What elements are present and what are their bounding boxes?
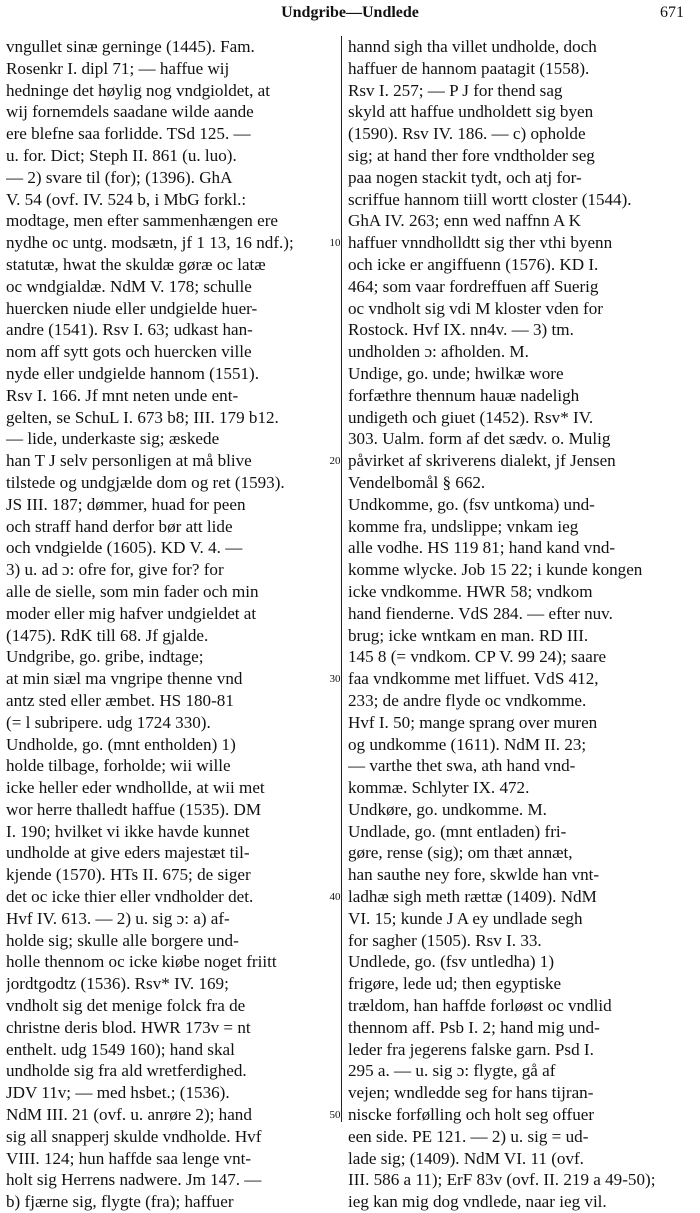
text-line: nydhe oc untg. modsætn, jf 1 13, 16 ndf.); <box>6 233 294 253</box>
text-line: een side. PE 121. — 2) u. sig = ud- <box>348 1126 589 1146</box>
text-line: 233; de andre flyde oc vndkomme. <box>348 690 587 710</box>
text-line: holle thennom oc icke kiøbe noget friitt <box>6 952 277 972</box>
text-line: hedninge det høylig nog vndgioldet, at <box>6 80 270 100</box>
text-line: nom aff sytt gots och huercken ville <box>6 342 252 362</box>
text-line: och vndgielde (1605). KD V. 4. — <box>6 538 243 558</box>
text-line: kjende (1570). HTs II. 675; de siger <box>6 865 251 885</box>
text-line: og undkomme (1611). NdM II. 23; <box>348 734 587 754</box>
text-line: — varthe thet swa, ath hand vnd- <box>348 756 576 776</box>
text-line: (= l subripere. udg 1724 330). <box>6 712 211 732</box>
text-line: Undige, go. unde; hwilkæ wore <box>348 363 564 383</box>
text-line: VIII. 124; hun haffde saa lenge vnt- <box>6 1148 252 1168</box>
text-line: Undkomme, go. (fsv untkoma) und- <box>348 494 595 514</box>
text-line: antz sted eller æmbet. HS 180-81 <box>6 690 234 710</box>
left-column <box>6 36 332 1213</box>
text-line: leder fra jegerens falske garn. Psd I. <box>348 1039 594 1059</box>
text-line: hand fienderne. VdS 284. — efter nuv. <box>348 603 613 623</box>
text-line: ere blefne saa forlidde. TSd 125. — <box>6 124 251 144</box>
text-line: 464; som vaar fordreffuen aff Suerig <box>348 276 599 296</box>
text-line: paa nogen stackit tydt, och atj for- <box>348 167 582 187</box>
text-line: frigøre, lede ud; then egyptiske <box>348 974 562 994</box>
text-line: GhA IV. 263; enn wed naffnn A K <box>348 211 581 231</box>
text-line: han sauthe ney fore, skwlde han vnt- <box>348 865 600 885</box>
text-line: sig all snapperj skulde vndholde. Hvf <box>6 1126 262 1146</box>
text-line: b) fjærne sig, flygte (fra); haffuer <box>6 1192 234 1212</box>
text-line: kommæ. Schlyter IX. 472. <box>348 778 530 798</box>
text-line: moder eller mig hafver undgieldet at <box>6 603 257 623</box>
text-line: thennom aff. Psb I. 2; hand mig und- <box>348 1017 600 1037</box>
text-line: Undkøre, go. undkomme. M. <box>348 799 547 819</box>
text-line: 145 8 (= vndkom. CP V. 99 24); saare <box>348 647 607 667</box>
text-line: scriffue hannom tiill wortt closter (1544). <box>348 189 632 209</box>
text-line: alle vodhe. HS 119 81; hand kand vnd- <box>348 538 616 558</box>
text-line: Undlade, go. (mnt entladen) fri- <box>348 821 567 841</box>
text-line: holde tilbage, forholde; wii wille <box>6 756 231 776</box>
line-number-marker: 40 <box>329 891 341 904</box>
text-line: Undgribe, go. gribe, indtage; <box>6 647 204 667</box>
text-line: wij fornemdels saadane wilde aande <box>6 102 254 122</box>
text-line: nyde eller undgielde hannom (1551). <box>6 363 260 383</box>
text-line: komme fra, undslippe; vnkam ieg <box>348 516 579 536</box>
right-column <box>348 36 685 1213</box>
text-line: gøre, rense (sig); om thæt annæt, <box>348 843 573 863</box>
text-line: ieg kan mig dog vndlede, naar ieg vil. <box>348 1192 607 1212</box>
text-line: (1475). RdK till 68. Jf gjalde. <box>6 625 209 645</box>
text-line: for sagher (1505). Rsv I. 33. <box>348 930 542 950</box>
text-line: 3) u. ad ɔ: ofre for, give for? for <box>6 560 224 580</box>
text-line: JDV 11v; — med hsbet.; (1536). <box>6 1083 230 1103</box>
text-line: holt sig Herrens nadwere. Jm 147. — <box>6 1170 262 1190</box>
text-line: lade sig; (1409). NdM VI. 11 (ovf. <box>348 1148 584 1168</box>
text-line: christne deris blod. HWR 173v = nt <box>6 1017 251 1037</box>
text-line: oc wndgialdæ. NdM V. 178; schulle <box>6 276 252 296</box>
text-line: brug; icke wntkam en man. RD III. <box>348 625 589 645</box>
text-line: 303. Ualm. form af det sædv. o. Mulig <box>348 429 611 449</box>
text-line: Vendelbomål § 662. <box>348 472 486 492</box>
text-line: Hvf I. 50; mange sprang over muren <box>348 712 598 732</box>
text-line: haffuer de hannom paatagit (1558). <box>348 58 590 78</box>
line-number-marker: 20 <box>329 455 341 468</box>
text-line: Rsv I. 257; — P J for thend sag <box>348 80 563 100</box>
text-line: undholde at give eders majestæt til- <box>6 843 250 863</box>
text-line: Undholde, go. (mnt entholden) 1) <box>6 734 236 754</box>
text-line: NdM III. 21 (ovf. u. anrøre 2); hand <box>6 1105 252 1125</box>
text-line: hannd sigh tha villet undholde, doch <box>348 37 597 56</box>
text-line: icke vndkomme. HWR 58; vndkom <box>348 581 593 601</box>
page-number: 671 <box>660 4 684 21</box>
text-line: tilstede og undgjælde dom og ret (1593). <box>6 472 285 492</box>
line-number-marker: 30 <box>329 673 341 686</box>
text-line: andre (1541). Rsv I. 63; udkast han- <box>6 320 253 340</box>
text-line: haffuer vnndholldtt sig ther vthi byenn <box>348 233 613 253</box>
text-line: undholden ɔ: afholden. M. <box>348 342 529 362</box>
text-line: alle de sielle, som min fader och min <box>6 581 259 601</box>
text-line: Undlede, go. (fsv untledha) 1) <box>348 952 555 972</box>
text-line: Hvf IV. 613. — 2) u. sig ɔ: a) af- <box>6 908 230 928</box>
text-line: ladhæ sigh meth rættæ (1409). NdM <box>348 887 597 907</box>
text-line: och straff hand derfor bør att lide <box>6 516 233 536</box>
text-line: jordtgodtz (1536). Rsv* IV. 169; <box>6 974 229 994</box>
text-line: undholde sig fra ald wretferdighed. <box>6 1061 247 1081</box>
text-line: u. for. Dict; Steph II. 861 (u. luo). <box>6 145 237 165</box>
text-line: JS III. 187; dømmer, huad for peen <box>6 494 246 514</box>
text-line: I. 190; hvilket vi ikke havde kunnet <box>6 821 250 841</box>
text-line: holde sig; skulle alle borgere und- <box>6 930 239 950</box>
text-line: vngullet sinæ gerninge (1445). Fam. <box>6 37 255 56</box>
text-line: icke heller eder wndhollde, at wii met <box>6 778 265 798</box>
text-line: — 2) svare til (for); (1396). GhA <box>6 167 233 187</box>
text-line: — lide, underkaste sig; æskede <box>6 429 220 449</box>
running-head: Undgribe—Undlede <box>281 4 419 21</box>
text-line: niscke forfølling och holt seg offuer <box>348 1105 595 1125</box>
text-line: det oc icke thier eller vndholder det. <box>6 887 254 907</box>
column-divider <box>341 36 342 1122</box>
text-line: forfæthre thennum hauæ nadeligh <box>348 385 580 405</box>
text-line: undigeth och giuet (1452). Rsv* IV. <box>348 407 594 427</box>
text-line: III. 586 a 11); ErF 83v (ovf. II. 219 a 49-50); <box>348 1170 656 1190</box>
line-number-marker: 10 <box>329 237 341 250</box>
text-line: (1590). Rsv IV. 186. — c) opholde <box>348 124 586 144</box>
text-line: at min siæl ma vngripe thenne vnd <box>6 669 243 689</box>
text-line: huercken niude eller undgielde huer- <box>6 298 258 318</box>
text-line: Rosenkr I. dipl 71; — haffue wij <box>6 58 230 78</box>
text-line: faa vndkomme met liffuet. VdS 412, <box>348 669 599 689</box>
text-line: vndholt sig det menige folck fra de <box>6 996 246 1016</box>
text-line: sig; at hand ther fore vndtholder seg <box>348 145 595 165</box>
text-line: och icke er angiffuenn (1576). KD I. <box>348 254 599 274</box>
text-line: påvirket af skriverens dialekt, jf Jensen <box>348 451 616 471</box>
text-line: VI. 15; kunde J A ey undlade segh <box>348 908 583 928</box>
text-line: modtage, men efter sammenhængen ere <box>6 211 278 231</box>
text-line: skyld att haffue undholdett sig byen <box>348 102 594 122</box>
line-number-marker: 50 <box>329 1109 341 1122</box>
text-line: han T J selv personligen at må blive <box>6 451 252 471</box>
page-header <box>0 0 700 26</box>
text-line: Rsv I. 166. Jf mnt neten unde ent- <box>6 385 239 405</box>
text-line: enthelt. udg 1549 160); hand skal <box>6 1039 235 1059</box>
text-line: statutæ, hwat the skuldæ gøræ oc latæ <box>6 254 266 274</box>
text-line: gelten, se SchuL I. 673 b8; III. 179 b12. <box>6 407 279 427</box>
text-line: 295 a. — u. sig ɔ: flygte, gå af <box>348 1061 556 1081</box>
text-line: komme wlycke. Job 15 22; i kunde kongen <box>348 560 643 580</box>
text-line: trældom, han haffde forløøst oc vndlid <box>348 996 612 1016</box>
text-line: Rostock. Hvf IX. nn4v. — 3) tm. <box>348 320 574 340</box>
text-line: V. 54 (ovf. IV. 524 b, i MbG forkl.: <box>6 189 247 209</box>
text-line: wor herre thalledt haffue (1535). DM <box>6 799 262 819</box>
text-line: oc vndholt sig vdi M kloster vden for <box>348 298 603 318</box>
text-line: vejen; wndledde seg for hans tijran- <box>348 1083 594 1103</box>
